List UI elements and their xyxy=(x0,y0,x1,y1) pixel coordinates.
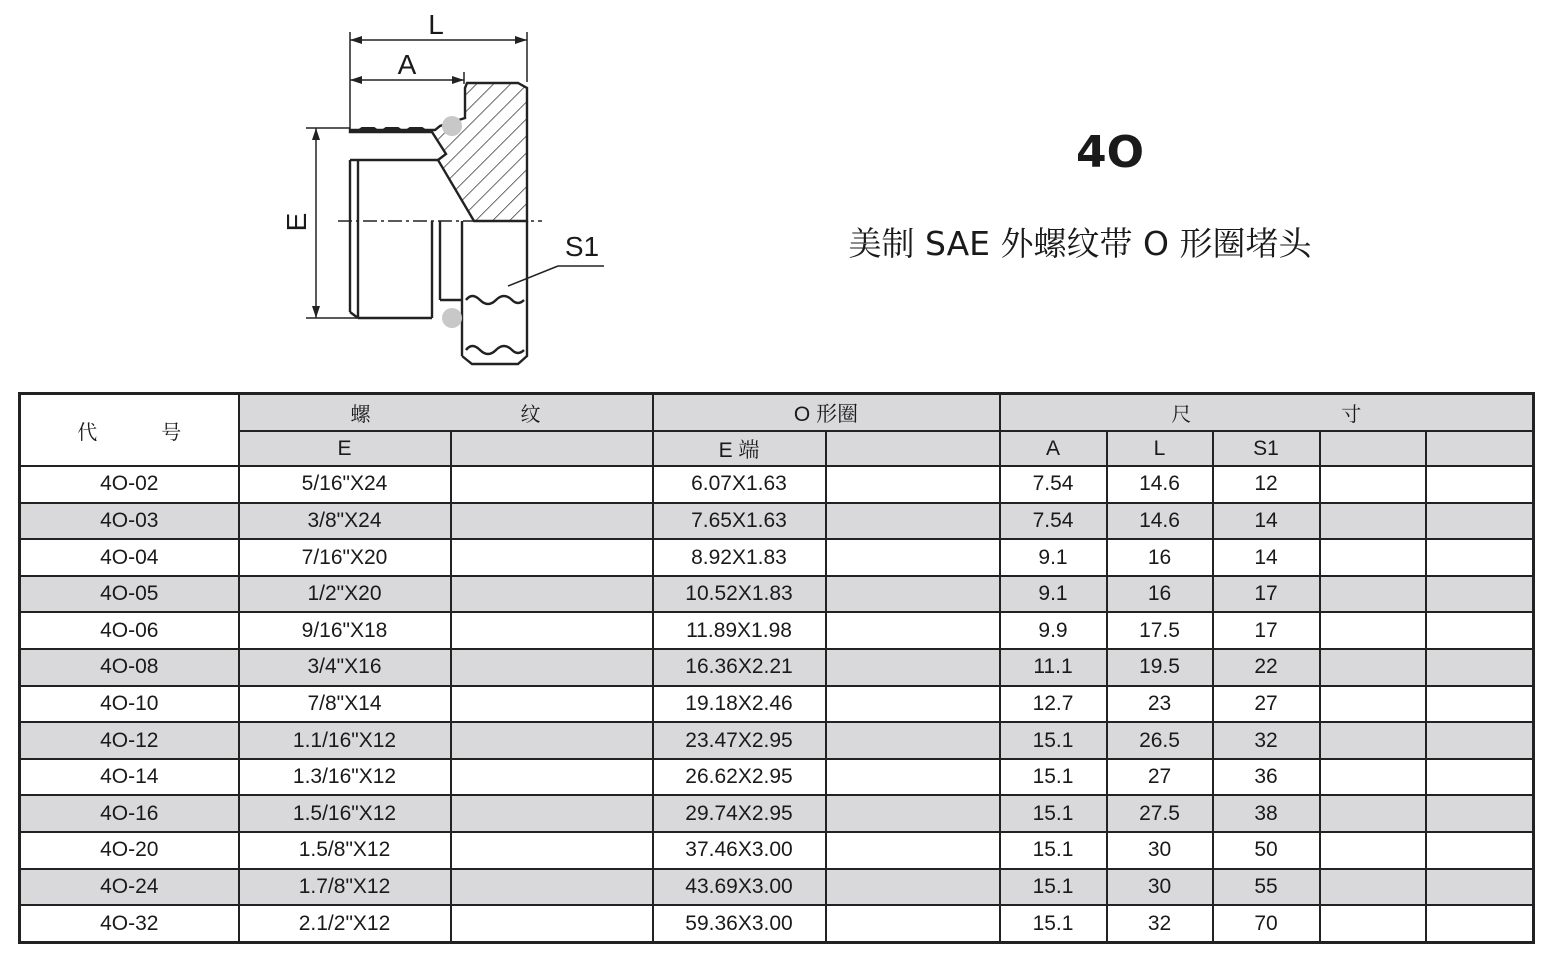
table-row xyxy=(20,686,1534,723)
cell-s1: 36 xyxy=(1213,759,1320,796)
cell-s1: 12 xyxy=(1213,466,1320,503)
cell-blank-1 xyxy=(1320,905,1426,942)
cell-s1: 55 xyxy=(1213,869,1320,906)
cell-a: 7.54 xyxy=(1000,503,1107,540)
cell-thread-e: 1.7/8"X12 xyxy=(239,869,451,906)
cell-blank-2 xyxy=(1426,466,1534,503)
cell-blank-1 xyxy=(1320,576,1426,613)
cell-thread-e: 1.5/16"X12 xyxy=(239,795,451,832)
cell-s1: 14 xyxy=(1213,503,1320,540)
cell-a: 7.54 xyxy=(1000,466,1107,503)
table-row xyxy=(20,503,1534,540)
header-thread: 螺 纹 xyxy=(239,394,653,432)
cell-blank-1 xyxy=(1320,722,1426,759)
subheader-oring-blank xyxy=(826,431,1000,466)
oring-section-top xyxy=(442,116,462,136)
cell-oring-blank xyxy=(826,649,1000,686)
cell-thread-blank xyxy=(451,832,653,869)
cell-thread-e: 1.3/16"X12 xyxy=(239,759,451,796)
cell-thread-blank xyxy=(451,869,653,906)
cell-blank-1 xyxy=(1320,759,1426,796)
cell-oring-blank xyxy=(826,503,1000,540)
cell-thread-e: 7/16"X20 xyxy=(239,539,451,576)
table-row xyxy=(20,795,1534,832)
header-code: 代 号 xyxy=(20,394,239,467)
cell-thread-e: 9/16"X18 xyxy=(239,612,451,649)
cell-blank-2 xyxy=(1426,795,1534,832)
cell-blank-1 xyxy=(1320,466,1426,503)
table-row xyxy=(20,612,1534,649)
cell-a: 9.9 xyxy=(1000,612,1107,649)
plug-technical-drawing xyxy=(270,0,630,380)
cell-thread-blank xyxy=(451,795,653,832)
subheader-size-blank-1 xyxy=(1320,431,1426,466)
cell-a: 9.1 xyxy=(1000,539,1107,576)
spec-table xyxy=(18,392,1535,944)
cell-oring-blank xyxy=(826,869,1000,906)
cell-thread-e: 1/2"X20 xyxy=(239,576,451,613)
cell-code: 4O-12 xyxy=(20,722,239,759)
cell-code: 4O-03 xyxy=(20,503,239,540)
cell-thread-e: 7/8"X14 xyxy=(239,686,451,723)
cell-s1: 14 xyxy=(1213,539,1320,576)
cell-oring-e-end: 7.65X1.63 xyxy=(653,503,826,540)
cell-thread-blank xyxy=(451,576,653,613)
cell-thread-blank xyxy=(451,686,653,723)
cell-s1: 70 xyxy=(1213,905,1320,942)
cell-l: 14.6 xyxy=(1107,503,1213,540)
cell-oring-blank xyxy=(826,466,1000,503)
cell-oring-blank xyxy=(826,832,1000,869)
cell-oring-e-end: 10.52X1.83 xyxy=(653,576,826,613)
cell-blank-2 xyxy=(1426,576,1534,613)
cell-code: 4O-04 xyxy=(20,539,239,576)
header-size: 尺 寸 xyxy=(1000,394,1534,432)
cell-oring-blank xyxy=(826,612,1000,649)
cell-code: 4O-24 xyxy=(20,869,239,906)
cell-s1: 32 xyxy=(1213,722,1320,759)
section-hatch xyxy=(350,83,527,221)
cell-a: 15.1 xyxy=(1000,759,1107,796)
cell-s1: 17 xyxy=(1213,612,1320,649)
cell-code: 4O-16 xyxy=(20,795,239,832)
cell-thread-e: 3/4"X16 xyxy=(239,649,451,686)
cell-thread-blank xyxy=(451,539,653,576)
table-row xyxy=(20,576,1534,613)
cell-s1: 27 xyxy=(1213,686,1320,723)
table-row xyxy=(20,539,1534,576)
label-e: E xyxy=(281,212,312,232)
cell-l: 30 xyxy=(1107,832,1213,869)
cell-blank-2 xyxy=(1426,759,1534,796)
cell-blank-1 xyxy=(1320,539,1426,576)
cell-s1: 50 xyxy=(1213,832,1320,869)
subheader-a: A xyxy=(1000,431,1107,466)
cell-code: 4O-08 xyxy=(20,649,239,686)
cell-l: 19.5 xyxy=(1107,649,1213,686)
cell-thread-e: 1.5/8"X12 xyxy=(239,832,451,869)
cell-code: 4O-32 xyxy=(20,905,239,942)
cell-oring-e-end: 43.69X3.00 xyxy=(653,869,826,906)
cell-blank-1 xyxy=(1320,832,1426,869)
cell-oring-blank xyxy=(826,905,1000,942)
cell-l: 16 xyxy=(1107,576,1213,613)
subheader-size-blank-2 xyxy=(1426,431,1534,466)
cell-code: 4O-14 xyxy=(20,759,239,796)
cell-oring-e-end: 8.92X1.83 xyxy=(653,539,826,576)
cell-a: 15.1 xyxy=(1000,832,1107,869)
product-code: 4O xyxy=(1075,127,1145,178)
cell-blank-2 xyxy=(1426,686,1534,723)
cell-thread-blank xyxy=(451,649,653,686)
cell-oring-e-end: 23.47X2.95 xyxy=(653,722,826,759)
cell-l: 17.5 xyxy=(1107,612,1213,649)
cell-blank-2 xyxy=(1426,905,1534,942)
cell-thread-blank xyxy=(451,612,653,649)
cell-l: 27.5 xyxy=(1107,795,1213,832)
cell-code: 4O-10 xyxy=(20,686,239,723)
subheader-e: E xyxy=(239,431,451,466)
cell-oring-blank xyxy=(826,722,1000,759)
cell-thread-e: 5/16"X24 xyxy=(239,466,451,503)
header-oring: O 形圈 xyxy=(653,394,1000,432)
cell-a: 15.1 xyxy=(1000,722,1107,759)
cell-blank-1 xyxy=(1320,686,1426,723)
cell-l: 14.6 xyxy=(1107,466,1213,503)
cell-l: 32 xyxy=(1107,905,1213,942)
table-row xyxy=(20,722,1534,759)
table-row xyxy=(20,759,1534,796)
cell-thread-blank xyxy=(451,905,653,942)
table-body xyxy=(20,466,1534,943)
cell-blank-1 xyxy=(1320,612,1426,649)
cell-oring-e-end: 16.36X2.21 xyxy=(653,649,826,686)
table-row xyxy=(20,905,1534,942)
cell-blank-2 xyxy=(1426,503,1534,540)
cell-a: 15.1 xyxy=(1000,795,1107,832)
header-sub-row xyxy=(20,431,1534,466)
cell-a: 15.1 xyxy=(1000,905,1107,942)
cell-code: 4O-02 xyxy=(20,466,239,503)
cell-blank-1 xyxy=(1320,795,1426,832)
cell-s1: 17 xyxy=(1213,576,1320,613)
cell-oring-e-end: 26.62X2.95 xyxy=(653,759,826,796)
cell-blank-2 xyxy=(1426,722,1534,759)
cell-oring-blank xyxy=(826,576,1000,613)
table-row xyxy=(20,649,1534,686)
cell-blank-1 xyxy=(1320,869,1426,906)
cell-l: 27 xyxy=(1107,759,1213,796)
cell-oring-e-end: 37.46X3.00 xyxy=(653,832,826,869)
cell-oring-e-end: 19.18X2.46 xyxy=(653,686,826,723)
cell-code: 4O-05 xyxy=(20,576,239,613)
cell-thread-e: 3/8"X24 xyxy=(239,503,451,540)
header-group-row xyxy=(20,394,1534,432)
cell-a: 15.1 xyxy=(1000,869,1107,906)
cell-s1: 38 xyxy=(1213,795,1320,832)
cell-blank-1 xyxy=(1320,503,1426,540)
cell-blank-2 xyxy=(1426,612,1534,649)
cell-l: 30 xyxy=(1107,869,1213,906)
cell-oring-blank xyxy=(826,759,1000,796)
subheader-e-end: E 端 xyxy=(653,431,826,466)
cell-oring-e-end: 6.07X1.63 xyxy=(653,466,826,503)
cell-thread-e: 2.1/2"X12 xyxy=(239,905,451,942)
cell-blank-2 xyxy=(1426,539,1534,576)
subheader-l: L xyxy=(1107,431,1213,466)
cell-thread-e: 1.1/16"X12 xyxy=(239,722,451,759)
cell-s1: 22 xyxy=(1213,649,1320,686)
cell-oring-e-end: 11.89X1.98 xyxy=(653,612,826,649)
subheader-thread-blank xyxy=(451,431,653,466)
cell-code: 4O-20 xyxy=(20,832,239,869)
cell-l: 26.5 xyxy=(1107,722,1213,759)
label-s1: S1 xyxy=(564,231,600,262)
cell-blank-2 xyxy=(1426,869,1534,906)
table-row xyxy=(20,832,1534,869)
cell-oring-e-end: 29.74X2.95 xyxy=(653,795,826,832)
cell-oring-blank xyxy=(826,539,1000,576)
cell-oring-e-end: 59.36X3.00 xyxy=(653,905,826,942)
cell-a: 11.1 xyxy=(1000,649,1107,686)
cell-oring-blank xyxy=(826,686,1000,723)
cell-thread-blank xyxy=(451,466,653,503)
oring-section-bottom xyxy=(442,308,462,328)
cell-a: 9.1 xyxy=(1000,576,1107,613)
subheader-s1: S1 xyxy=(1213,431,1320,466)
cell-a: 12.7 xyxy=(1000,686,1107,723)
cell-l: 23 xyxy=(1107,686,1213,723)
cell-thread-blank xyxy=(451,759,653,796)
label-l: L xyxy=(428,9,444,40)
cell-blank-2 xyxy=(1426,832,1534,869)
table-row xyxy=(20,466,1534,503)
label-a: A xyxy=(397,49,417,80)
cell-oring-blank xyxy=(826,795,1000,832)
cell-blank-1 xyxy=(1320,649,1426,686)
cell-l: 16 xyxy=(1107,539,1213,576)
cell-blank-2 xyxy=(1426,649,1534,686)
product-name: 美制 SAE 外螺纹带 O 形圈堵头 xyxy=(848,224,1312,263)
cell-code: 4O-06 xyxy=(20,612,239,649)
cell-thread-blank xyxy=(451,722,653,759)
table-row xyxy=(20,869,1534,906)
cell-thread-blank xyxy=(451,503,653,540)
